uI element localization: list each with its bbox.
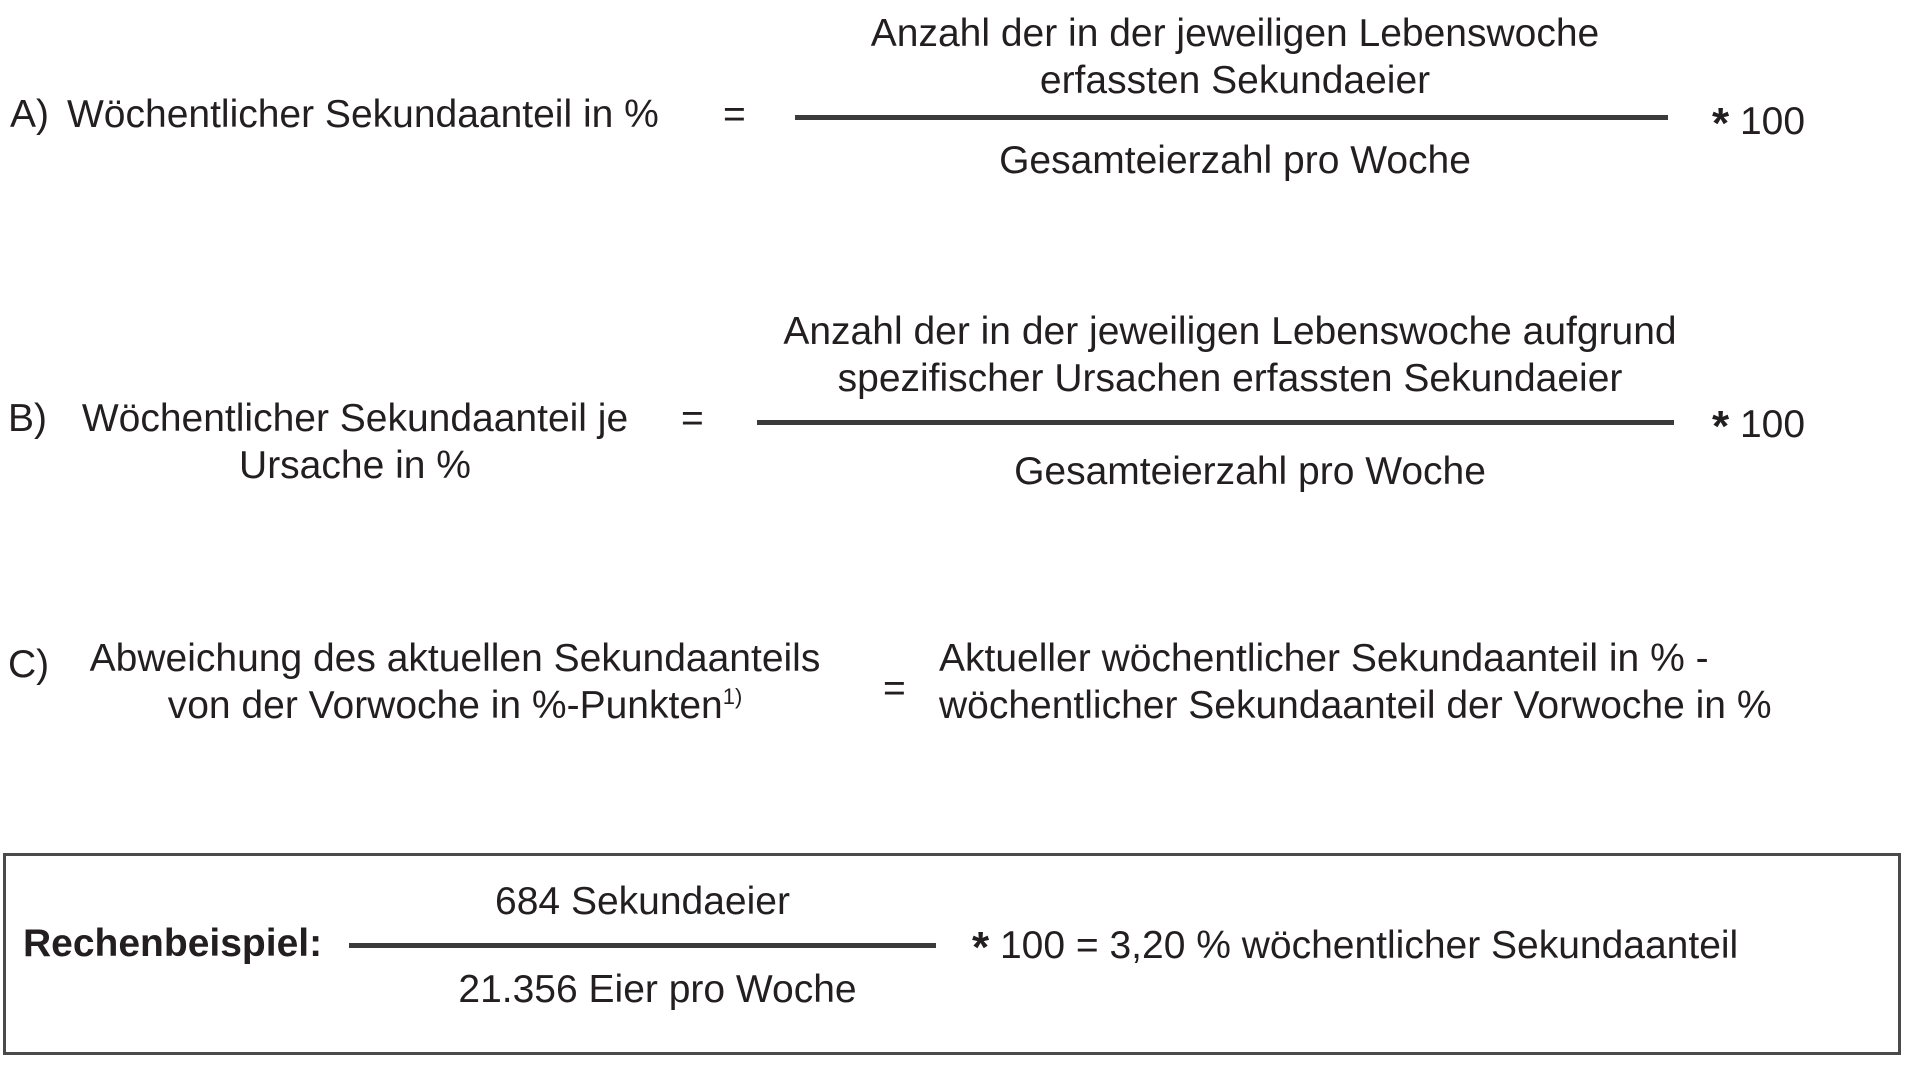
formula-a-numerator-line2: erfassten Sekundaeier — [1039, 59, 1431, 102]
formula-b-label-line2: Ursache in % — [239, 444, 471, 487]
formula-b-numerator-line1: Anzahl der in der jeweiligen Lebenswoche aufgrund — [783, 310, 1677, 353]
formula-b-label-line1: Wöchentlicher Sekundaanteil je — [81, 397, 629, 440]
formula-a-denominator: Gesamteierzahl pro Woche — [999, 139, 1471, 182]
formula-a-multiplier-star: * — [1712, 99, 1730, 148]
formula-c-label-line2-text: von der Vorwoche in %-Punkten — [167, 684, 723, 727]
formula-a-equals: = — [723, 93, 746, 136]
formula-b-fraction-line — [757, 420, 1674, 425]
formula-b-label — [60, 395, 650, 489]
formula-b-multiplier-value: 100 — [1739, 403, 1806, 446]
formula-a-label: Wöchentlicher Sekundaanteil in % — [67, 93, 659, 136]
example-result-text: 100 = 3,20 % wöchentlicher Sekundaanteil — [999, 924, 1739, 967]
formula-b-multiplier — [1712, 399, 1806, 451]
formula-c-label — [60, 635, 850, 729]
example-label: Rechenbeispiel: — [23, 922, 323, 965]
formula-c-label-line2 — [60, 682, 850, 729]
formula-c-result — [939, 635, 1772, 729]
formula-b-denominator: Gesamteierzahl pro Woche — [1014, 450, 1486, 493]
formula-b-numerator — [750, 308, 1710, 402]
formula-a-multiplier-value: 100 — [1739, 100, 1806, 143]
example-denominator: 21.356 Eier pro Woche — [458, 968, 857, 1011]
example-multiplier-star: * — [972, 923, 990, 972]
formula-b-multiplier-star: * — [1712, 402, 1730, 451]
formula-a-numerator — [795, 10, 1675, 104]
example-fraction-line — [349, 943, 936, 948]
formula-b-equals: = — [681, 397, 704, 440]
formula-c-marker: C) — [8, 643, 50, 686]
footnote-ref: 1) — [722, 684, 743, 709]
example-numerator: 684 Sekundaeier — [495, 880, 790, 923]
formula-c-label-line1: Abweichung des aktuellen Sekundaanteils — [89, 637, 821, 680]
formula-c-result-line1: Aktueller wöchentlicher Sekundaanteil in % - — [939, 637, 1709, 680]
formula-b-marker: B) — [8, 397, 47, 440]
formula-a-marker: A) — [10, 93, 49, 136]
formula-a-multiplier — [1712, 96, 1806, 148]
formula-a-fraction-line — [795, 115, 1668, 120]
formula-a-numerator-line1: Anzahl der in der jeweiligen Lebenswoche — [870, 12, 1600, 55]
formula-c-equals: = — [883, 667, 906, 710]
example-result — [972, 920, 1739, 972]
formula-c-result-line2: wöchentlicher Sekundaanteil der Vorwoche in % — [939, 684, 1772, 727]
formula-b-numerator-line2: spezifischer Ursachen erfassten Sekundaeier — [837, 357, 1623, 400]
